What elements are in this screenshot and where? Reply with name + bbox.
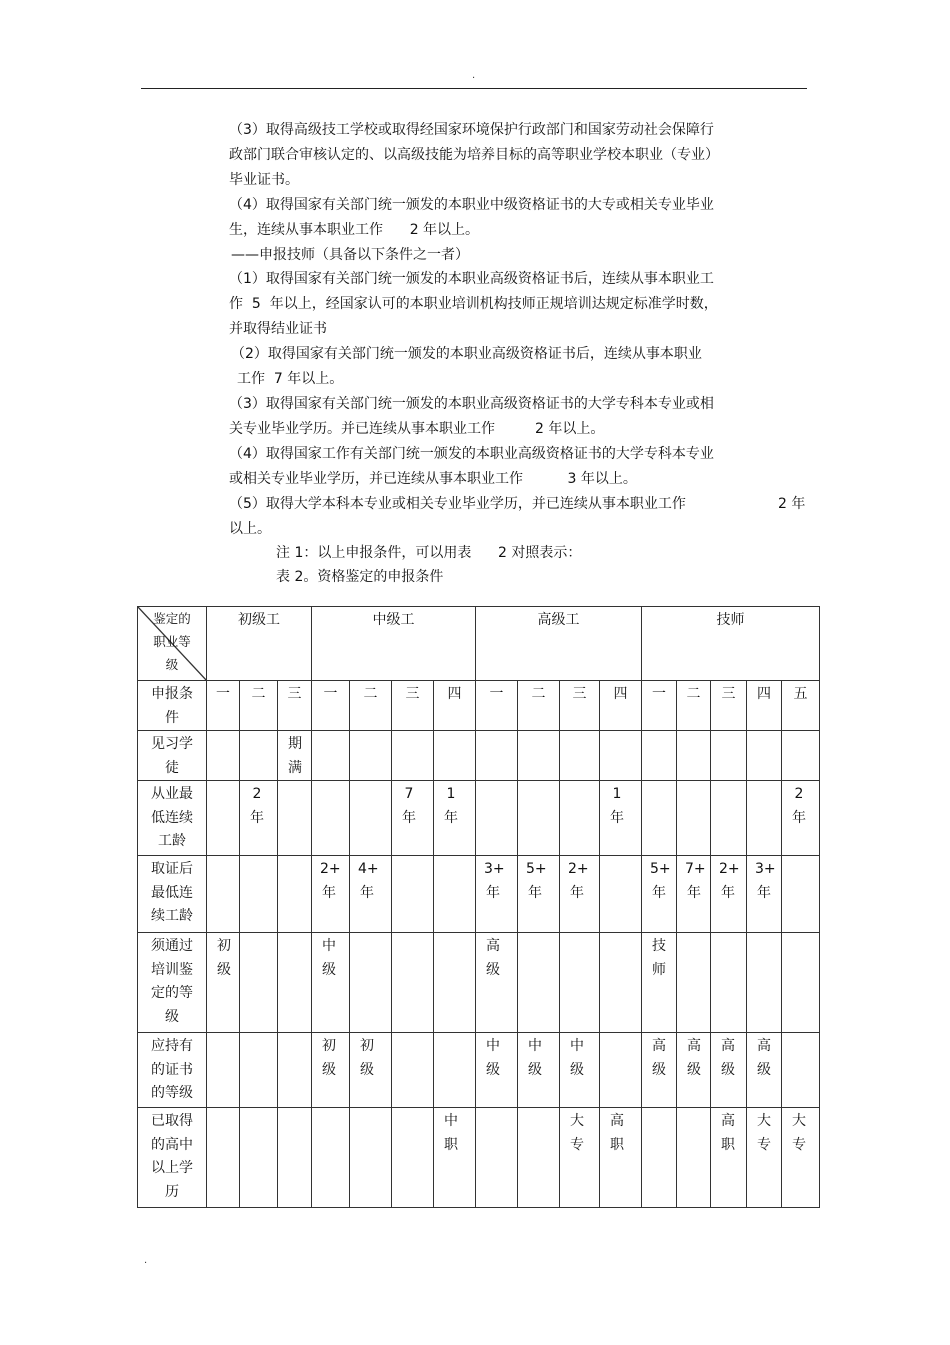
cell-text: 高 [721, 1113, 735, 1129]
table-cell [747, 1108, 782, 1208]
table-row [138, 1108, 820, 1208]
table-cell [240, 933, 278, 1033]
cell-text: 级 [322, 1061, 336, 1078]
corner-label: 级 [165, 657, 179, 672]
table-cell [518, 781, 560, 856]
cell-text: 职 [610, 1136, 624, 1153]
table-cell [350, 781, 392, 856]
cell-text: 级 [652, 1061, 666, 1078]
cell-text: 年 [721, 884, 735, 901]
cell-text: 年 [528, 884, 542, 901]
cell-text: 专 [792, 1136, 806, 1153]
cell-text: 年 [792, 809, 806, 826]
table-cell [312, 1108, 350, 1208]
cell-text: 4+ [358, 861, 379, 877]
paragraph-line: 或相关专业毕业学历，并已连续从事本职业工作 3 年以上。 [229, 471, 637, 487]
row-label-line: 徒 [165, 759, 179, 776]
cell-text: 中 [528, 1038, 542, 1054]
cell-text: 高 [610, 1113, 624, 1129]
table-cell [312, 731, 350, 781]
cell-text: 级 [486, 961, 500, 978]
cell-text: 级 [360, 1061, 374, 1078]
cell-text: 大 [757, 1113, 771, 1129]
table-cell [207, 933, 240, 1033]
table-cell [278, 781, 312, 856]
cell-text: 3+ [484, 861, 505, 877]
cell-text: 年 [757, 884, 771, 901]
paragraph-line: （5）取得大学本科本专业或相关专业毕业学历，并已连续从事本职业工作 [229, 496, 686, 512]
table-cell [600, 933, 642, 1033]
cell-text: 初 [360, 1038, 374, 1054]
table-cell [278, 1033, 312, 1108]
table-cell [782, 933, 820, 1033]
table-cell [711, 1033, 747, 1108]
row-label-line: 的高中 [151, 1136, 193, 1153]
table-cell [518, 856, 560, 933]
cell-text: 高 [757, 1038, 771, 1054]
note-text: 注 1：以上申报条件，可以用表 2 对照表示： [276, 545, 582, 561]
paragraph-line: （3）取得国家有关部门统一颁发的本职业高级资格证书的大学专科本专业或相 [229, 396, 714, 412]
row-label-line: 培训鉴 [151, 961, 193, 978]
cell-text: 5+ [650, 861, 671, 877]
table-cell: 一 [207, 681, 240, 731]
table-row [138, 933, 820, 1033]
cell-text: 级 [757, 1061, 771, 1078]
table-cell [350, 1033, 392, 1108]
cell-text: 期 [288, 736, 302, 752]
table-row [138, 1033, 820, 1108]
table-cell: 四 [600, 681, 642, 731]
table-cell [642, 1108, 677, 1208]
table-cell [240, 1108, 278, 1208]
paragraph-line: （4）取得国家有关部门统一颁发的本职业中级资格证书的大专或相关专业毕业 [229, 197, 714, 213]
table-cell [560, 1033, 600, 1108]
table-cell [240, 1033, 278, 1108]
table-cell [240, 731, 278, 781]
table-cell [677, 781, 711, 856]
table-cell [642, 1033, 677, 1108]
table-cell [518, 933, 560, 1033]
row-label-line: 件 [165, 709, 179, 726]
table-cell: 三 [392, 681, 434, 731]
table-cell [560, 856, 600, 933]
paragraph-line: 并取得结业证书 [229, 321, 327, 337]
table-cell [392, 933, 434, 1033]
table-cell [434, 731, 476, 781]
cell-text: 年 [360, 884, 374, 901]
table-cell [560, 731, 600, 781]
row-label-line: 从业最 [151, 786, 193, 802]
table-cell [782, 731, 820, 781]
group-header: 初级工 [207, 607, 312, 681]
table-cell [392, 856, 434, 933]
cell-text: 3+ [755, 861, 776, 877]
cell-text: 满 [288, 759, 302, 776]
row-label-line: 定的等 [151, 985, 193, 1001]
cell-text: 级 [528, 1061, 542, 1078]
table-cell: 五 [782, 681, 820, 731]
table-cell [278, 731, 312, 781]
row-label-line: 续工龄 [151, 908, 193, 924]
paragraph-line: （2）取得国家有关部门统一颁发的本职业高级资格证书后，连续从事本职业 [231, 346, 702, 362]
table-cell [677, 933, 711, 1033]
cell-text: 专 [570, 1136, 584, 1153]
table-cell [476, 781, 518, 856]
table-cell [476, 933, 518, 1033]
row-label-line: 见习学 [151, 736, 193, 752]
table-cell [642, 731, 677, 781]
paragraph-line: ——申报技师（具备以下条件之一者） [231, 247, 469, 263]
table-cell [711, 781, 747, 856]
table-cell: 二 [350, 681, 392, 731]
row-label [138, 731, 207, 781]
cell-text: 年 [570, 884, 584, 901]
table-cell: 四 [747, 681, 782, 731]
table-header-row [138, 607, 820, 681]
table-cell [711, 933, 747, 1033]
table-cell [240, 856, 278, 933]
table-cell [350, 1108, 392, 1208]
cell-text: 级 [721, 1061, 735, 1078]
cell-text: 级 [322, 961, 336, 978]
table-cell [747, 933, 782, 1033]
cell-text: 大 [570, 1113, 584, 1129]
table-cell [600, 1108, 642, 1208]
table-row [138, 781, 820, 856]
cell-text: 年 [250, 809, 264, 826]
table-cell [350, 933, 392, 1033]
cell-text: 初 [217, 938, 231, 954]
row-label-line: 最低连 [151, 884, 193, 901]
table-cell [711, 1108, 747, 1208]
cell-text: 1 [612, 786, 622, 802]
cell-text: 年 [610, 809, 624, 826]
footer-dot: . [144, 1255, 148, 1266]
table-cell [207, 781, 240, 856]
header-rule [141, 88, 807, 89]
cell-text: 2+ [719, 861, 740, 877]
row-label [138, 1033, 207, 1108]
cell-text: 中 [486, 1038, 500, 1054]
cell-text: 7 [404, 786, 414, 802]
table-cell [747, 1033, 782, 1108]
table-cell [600, 856, 642, 933]
group-header: 技师 [642, 607, 820, 681]
table-cell [392, 1033, 434, 1108]
cell-text: 2+ [568, 861, 589, 877]
paragraph-line: 作 5 年以上，经国家认可的本职业培训机构技师正规培训达规定标准学时数， [229, 296, 718, 312]
row-label [138, 781, 207, 856]
table-cell [782, 1108, 820, 1208]
table-cell [207, 731, 240, 781]
cell-text: 1 [446, 786, 456, 802]
group-header: 中级工 [312, 607, 476, 681]
table-cell [560, 781, 600, 856]
table-cell [600, 731, 642, 781]
table-cell [677, 731, 711, 781]
row-label-line: 级 [165, 1008, 179, 1025]
cell-text: 高 [652, 1038, 666, 1054]
cell-text: 师 [652, 961, 666, 978]
table-cell [677, 1033, 711, 1108]
paragraph-line: 生，连续从事本职业工作 2 年以上。 [229, 222, 480, 238]
cell-text: 高 [486, 938, 500, 954]
cell-text: 年 [687, 884, 701, 901]
table-cell [278, 1108, 312, 1208]
cell-text: 职 [444, 1136, 458, 1153]
row-label-line: 的证书 [151, 1061, 193, 1078]
table-cell [600, 781, 642, 856]
paragraph-trailing: 2 年 [778, 496, 806, 512]
row-label [138, 933, 207, 1033]
row-label-line: 的等级 [151, 1085, 193, 1101]
cell-text: 大 [792, 1113, 806, 1129]
table-cell [207, 1033, 240, 1108]
table-cell: 三 [560, 681, 600, 731]
paragraph-line: （4）取得国家工作有关部门统一颁发的本职业高级资格证书的大学专科本专业 [229, 446, 714, 462]
cell-text: 年 [322, 884, 336, 901]
cell-text: 中 [444, 1113, 458, 1129]
table-cell [392, 781, 434, 856]
table-cell [782, 1033, 820, 1108]
table-cell [312, 856, 350, 933]
corner-label: 职业等 [153, 634, 191, 649]
table-cell [518, 731, 560, 781]
table-cell [747, 856, 782, 933]
row-label-line: 已取得 [151, 1113, 193, 1129]
table-cell [312, 1033, 350, 1108]
paragraph-line: （3）取得高级技工学校或取得经国家环境保护行政部门和国家劳动社会保障行 [229, 122, 714, 138]
paragraph-line: 以上。 [229, 521, 271, 537]
row-label-line: 取证后 [151, 861, 193, 877]
cell-text: 2 [252, 786, 262, 802]
cell-text: 年 [402, 809, 416, 826]
cell-text: 高 [687, 1038, 701, 1054]
cell-text: 级 [486, 1061, 500, 1078]
row-label-line: 须通过 [151, 938, 193, 954]
table-cell [560, 1108, 600, 1208]
row-label-line: 低连续 [151, 809, 193, 826]
table-cell [434, 1108, 476, 1208]
table-cell [518, 1033, 560, 1108]
table-cell [207, 1108, 240, 1208]
table-cell [518, 1108, 560, 1208]
cell-text: 年 [444, 809, 458, 826]
table-cell [392, 731, 434, 781]
table-cell: 二 [240, 681, 278, 731]
table-cell [677, 856, 711, 933]
table-cell [560, 933, 600, 1033]
table-cell [350, 856, 392, 933]
table-cell [207, 856, 240, 933]
table-row [138, 681, 820, 731]
cell-text: 5+ [526, 861, 547, 877]
corner-cell [138, 607, 207, 681]
table-cell [392, 1108, 434, 1208]
cell-text: 级 [570, 1061, 584, 1078]
cell-text: 中 [570, 1038, 584, 1054]
cell-text: 技 [652, 938, 666, 954]
table-cell [278, 933, 312, 1033]
table-cell [677, 1108, 711, 1208]
table-cell [434, 781, 476, 856]
table-cell [476, 731, 518, 781]
row-label [138, 856, 207, 933]
table-cell [782, 781, 820, 856]
cell-text: 2 [794, 786, 804, 802]
table-cell: 一 [642, 681, 677, 731]
table-cell [642, 781, 677, 856]
table-row [138, 731, 820, 781]
table-cell [312, 933, 350, 1033]
table-cell: 二 [677, 681, 711, 731]
cell-text: 7+ [685, 861, 706, 877]
table-cell [711, 856, 747, 933]
table-cell: 四 [434, 681, 476, 731]
header-dot: . [472, 70, 476, 81]
cell-text: 年 [486, 884, 500, 901]
table-cell [782, 856, 820, 933]
table-cell: 二 [518, 681, 560, 731]
cell-text: 级 [217, 961, 231, 978]
corner-label: 鉴定的 [153, 611, 191, 626]
table-caption: 表 2。资格鉴定的申报条件 [276, 569, 444, 585]
row-label-line: 工龄 [158, 833, 186, 849]
table-cell [747, 731, 782, 781]
table-cell [642, 856, 677, 933]
table-cell: 一 [476, 681, 518, 731]
table-cell [476, 1033, 518, 1108]
table-cell: 三 [278, 681, 312, 731]
table-cell [350, 731, 392, 781]
cell-text: 2+ [320, 861, 341, 877]
cell-text: 年 [652, 884, 666, 901]
row-label-line: 历 [165, 1183, 179, 1200]
table-cell: 一 [312, 681, 350, 731]
table-cell [240, 781, 278, 856]
table-cell [476, 1108, 518, 1208]
paragraph-line: 政部门联合审核认定的、以高级技能为培养目标的高等职业学校本职业（专业） [229, 147, 719, 163]
paragraph-line: 关专业毕业学历。并已连续从事本职业工作 2 年以上。 [229, 421, 605, 437]
row-label [138, 1108, 207, 1208]
table-cell [642, 933, 677, 1033]
table-cell [434, 856, 476, 933]
cell-text: 初 [322, 1038, 336, 1054]
table-cell [747, 781, 782, 856]
group-header: 高级工 [476, 607, 642, 681]
table-cell [600, 1033, 642, 1108]
cell-text: 级 [687, 1061, 701, 1078]
cell-text: 高 [721, 1038, 735, 1054]
paragraph-line: 工作 7 年以上。 [237, 371, 344, 387]
row-label-line: 应持有 [151, 1038, 193, 1054]
paragraph-line: 毕业证书。 [229, 172, 299, 188]
row-label-line: 申报条 [151, 686, 193, 702]
table-cell [278, 856, 312, 933]
table-cell [434, 1033, 476, 1108]
row-label-line: 以上学 [151, 1160, 193, 1176]
table-cell: 三 [711, 681, 747, 731]
cell-text: 职 [721, 1136, 735, 1153]
cell-text: 中 [322, 938, 336, 954]
table-cell [476, 856, 518, 933]
table-row [138, 856, 820, 933]
qualification-table [137, 606, 820, 1208]
table-cell [711, 731, 747, 781]
cell-text: 专 [757, 1136, 771, 1153]
table-cell [434, 933, 476, 1033]
row-label [138, 681, 207, 731]
table-cell [312, 781, 350, 856]
paragraph-line: （1）取得国家有关部门统一颁发的本职业高级资格证书后，连续从事本职业工 [229, 271, 714, 287]
